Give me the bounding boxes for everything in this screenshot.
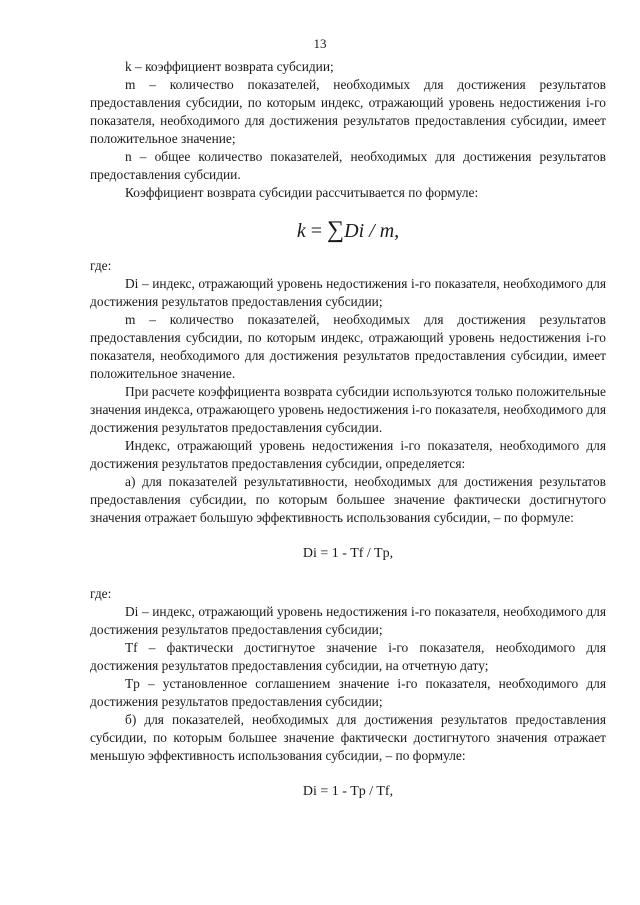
document-body bbox=[90, 58, 606, 823]
tf-definition: Tf – фактически достигнутое значение i-го показателя, необходимого для достижения результатов предоставления субсидии, на отчетную дату; bbox=[90, 640, 606, 673]
formula-b: Di = 1 - Tp / Tf, bbox=[302, 784, 394, 799]
k-definition: k – коэффициент возврата субсидии; bbox=[125, 59, 334, 74]
formula-equals: = bbox=[310, 220, 323, 242]
formula-return-coefficient bbox=[90, 216, 606, 245]
index-intro: Индекс, отражающий уровень недостижения i-го показателя, необходимого для достижения результатов предоставления субсидии, определяется: bbox=[90, 438, 606, 471]
m-definition: m – количество показателей, необходимых для достижения результатов предоставления субсидии, по которым индекс, отражающий уровень недостижения i-го показателя, необходимого для достижения результатов предоставления субсидии, имеет положительное значение; bbox=[90, 77, 606, 146]
formula-a: Di = 1 - Tf / Tp, bbox=[302, 546, 394, 561]
case-b: б) для показателей, необходимых для достижения результатов предоставления субсидии, по которым большее значение фактически достигнутого значения отражает меньшую эффективность использования субсидии, – по формуле: bbox=[90, 712, 606, 763]
where-label-2: где: bbox=[90, 586, 112, 601]
case-a: а) для показателей результативности, необходимых для достижения результатов предоставления субсидии, по которым большее значение фактически достигнутого значения отражает большую эффективность использования субсидии, – по формуле: bbox=[90, 474, 606, 525]
positive-values-note: При расчете коэффициента возврата субсидии используются только положительные значения индекса, отражающего уровень недостижения i-го показателя, необходимого для достижения результатов предоставления субсидии. bbox=[90, 384, 607, 435]
n-definition: n – общее количество показателей, необходимых для достижения результатов предоставления субсидии. bbox=[90, 149, 606, 182]
formula-rhs: Di / m, bbox=[344, 220, 400, 242]
m-definition-2: m – количество показателей, необходимых для достижения результатов предоставления субсидии, по которым индекс, отражающий уровень недостижения i-го показателя, необходимого для достижения результатов предоставления субсидии, имеет положительное значение. bbox=[90, 312, 606, 381]
di-definition-2: Di – индекс, отражающий уровень недостижения i-го показателя, необходимого для достижения результатов предоставления субсидии; bbox=[90, 604, 606, 637]
tp-definition: Tp – установленное соглашением значение i-го показателя, необходимого для достижения результатов предоставления субсидии; bbox=[90, 676, 606, 709]
formula-lhs: k bbox=[296, 220, 306, 242]
page-number: 13 bbox=[313, 36, 327, 51]
di-definition: Di – индекс, отражающий уровень недостижения i-го показателя, необходимого для достижения результатов предоставления субсидии; bbox=[90, 276, 606, 309]
where-label: где: bbox=[90, 258, 112, 273]
sigma-symbol: ∑ bbox=[327, 217, 345, 243]
formula-intro: Коэффициент возврата субсидии рассчитывается по формуле: bbox=[125, 185, 479, 200]
